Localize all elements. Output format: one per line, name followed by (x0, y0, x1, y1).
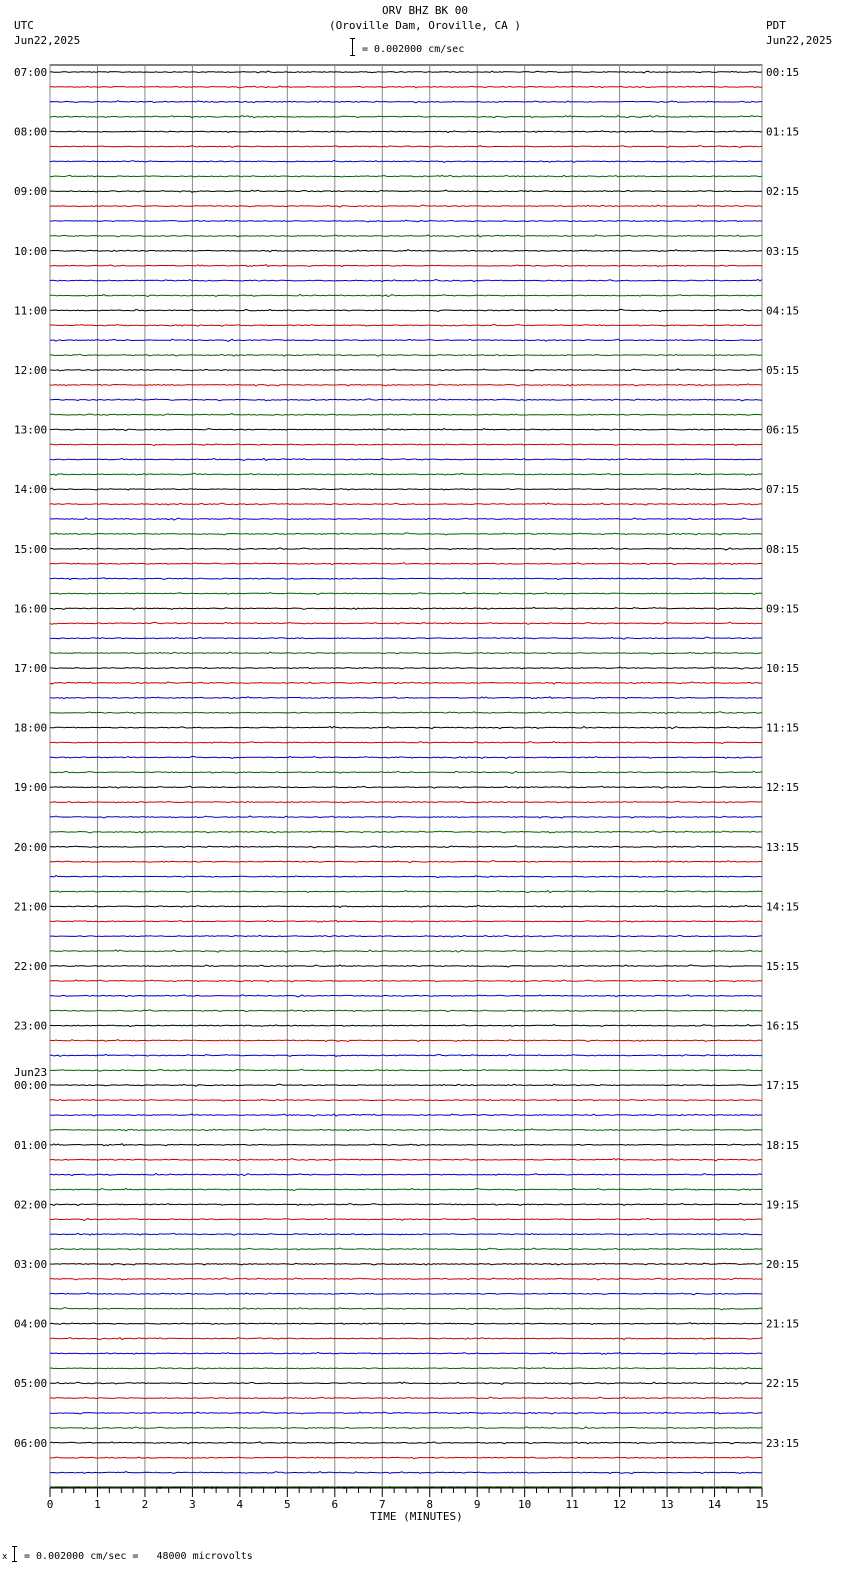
seismic-trace (50, 265, 762, 267)
seismic-trace (50, 1040, 762, 1042)
pdt-hour-label: 03:15 (766, 244, 800, 258)
pdt-hour-label: 11:15 (766, 721, 800, 735)
seismic-trace (50, 235, 762, 237)
seismic-trace (50, 771, 762, 773)
seismic-trace (50, 116, 762, 118)
pdt-hour-label: 12:15 (766, 781, 800, 795)
x-tick-label: 0 (46, 1498, 54, 1511)
seismic-trace (50, 1189, 762, 1191)
seismic-trace (50, 220, 762, 222)
pdt-hour-label: 02:15 (766, 185, 800, 199)
seismic-trace (50, 444, 762, 446)
scale-text: = 0.002000 cm/sec (362, 44, 465, 55)
time-axis (47, 1488, 769, 1511)
seismic-trace (50, 816, 762, 818)
seismic-trace (50, 1203, 762, 1205)
pdt-hour-label: 14:15 (766, 900, 800, 914)
pdt-hour-label: 07:15 (766, 483, 800, 497)
x-tick-label: 2 (141, 1498, 149, 1511)
seismic-trace (50, 1457, 762, 1459)
footer-prefix: x (2, 1552, 8, 1562)
x-tick-label: 7 (378, 1498, 386, 1511)
seismic-trace (50, 1218, 762, 1220)
pdt-hour-label: 13:15 (766, 840, 800, 854)
seismic-trace (50, 1352, 762, 1354)
seismic-trace (50, 1397, 762, 1399)
utc-hour-label: 06:00 (14, 1436, 48, 1450)
seismic-trace (50, 101, 762, 103)
seismic-trace (50, 503, 762, 505)
left-date: Jun22,2025 (14, 34, 81, 47)
seismic-trace (50, 727, 762, 729)
seismic-trace (50, 324, 762, 326)
pdt-hour-label: 08:15 (766, 542, 800, 556)
seismic-trace (50, 1159, 762, 1161)
seismic-trace (50, 294, 762, 296)
utc-hour-label: 12:00 (14, 364, 48, 377)
seismic-trace (50, 205, 762, 207)
utc-hour-label: 10:00 (14, 244, 48, 258)
seismic-trace (50, 1442, 762, 1444)
x-tick-label: 15 (755, 1498, 769, 1511)
pdt-hour-label: 10:15 (766, 662, 800, 675)
seismic-trace (50, 473, 762, 475)
seismic-trace (50, 1412, 762, 1414)
seismic-trace (50, 682, 762, 684)
utc-hour-label: 03:00 (14, 1258, 48, 1271)
seismic-trace (50, 876, 762, 878)
seismic-trace (50, 846, 762, 848)
x-tick-label: 11 (565, 1498, 579, 1511)
utc-hour-label: 00:00 (14, 1079, 48, 1093)
seismic-trace (50, 160, 762, 162)
seismic-trace (50, 607, 762, 609)
seismic-trace (50, 935, 762, 937)
seismic-trace (50, 369, 762, 371)
seismic-trace (50, 1308, 762, 1310)
utc-hour-label: 18:00 (14, 721, 48, 735)
pdt-hour-label: 16:15 (766, 1019, 800, 1033)
x-tick-label: 10 (518, 1498, 532, 1511)
seismic-trace (50, 920, 762, 922)
pdt-hour-label: 19:15 (766, 1198, 800, 1212)
utc-hour-label: 05:00 (14, 1377, 48, 1391)
utc-hour-label: 17:00 (14, 662, 48, 675)
seismic-trace (50, 414, 762, 416)
seismic-trace (50, 950, 762, 952)
pdt-hour-label: 05:15 (766, 364, 800, 377)
pdt-hour-label: 15:15 (766, 960, 800, 973)
seismic-trace (50, 1025, 762, 1027)
seismic-trace (50, 1293, 762, 1295)
seismic-trace (50, 1367, 762, 1369)
seismic-trace (50, 742, 762, 744)
seismic-trace (50, 250, 762, 252)
utc-hour-label: 01:00 (14, 1138, 48, 1152)
seismic-trace (50, 1129, 762, 1131)
seismic-trace (50, 563, 762, 565)
pdt-hour-label: 23:15 (766, 1436, 800, 1450)
seismic-trace (50, 71, 762, 73)
seismic-trace (50, 146, 762, 148)
utc-hour-label: 15:00 (14, 542, 48, 556)
seismic-trace (50, 175, 762, 177)
x-tick-label: 3 (189, 1498, 196, 1511)
seismic-trace (50, 667, 762, 669)
seismic-trace (50, 861, 762, 863)
trace-lines (50, 71, 762, 1489)
seismic-trace (50, 1054, 762, 1056)
utc-hour-label: 13:00 (14, 423, 48, 437)
utc-hour-label: 09:00 (14, 185, 48, 199)
seismic-trace (50, 548, 762, 550)
pdt-hour-label: 09:15 (766, 602, 800, 616)
utc-hour-label: 04:00 (14, 1317, 48, 1331)
pdt-hour-label: 20:15 (766, 1258, 800, 1271)
seismic-trace (50, 786, 762, 788)
utc-hour-label: 07:00 (14, 66, 48, 79)
utc-hour-label: 21:00 (14, 900, 48, 914)
x-tick-label: 14 (707, 1498, 722, 1511)
x-axis-label: TIME (MINUTES) (370, 1510, 463, 1523)
seismic-trace (50, 518, 762, 520)
seismic-trace (50, 190, 762, 192)
seismic-trace (50, 458, 762, 460)
seismic-trace (50, 622, 762, 624)
seismic-trace (50, 131, 762, 133)
seismic-trace (50, 801, 762, 803)
seismic-trace (50, 384, 762, 386)
seismic-trace (50, 637, 762, 639)
seismic-trace (50, 697, 762, 699)
seismic-trace (50, 1278, 762, 1280)
seismic-trace (50, 1263, 762, 1265)
utc-hour-label: 20:00 (14, 840, 48, 854)
pdt-hour-label: 00:15 (766, 66, 800, 79)
x-tick-label: 5 (284, 1498, 291, 1511)
utc-hour-label: 02:00 (14, 1198, 48, 1212)
seismic-trace (50, 1427, 762, 1429)
utc-hour-label: 08:00 (14, 125, 48, 139)
x-tick-label: 1 (94, 1498, 101, 1511)
seismic-trace (50, 399, 762, 401)
seismic-trace (50, 831, 762, 833)
utc-hour-label: 14:00 (14, 483, 48, 497)
seismic-trace (50, 756, 762, 758)
seismic-trace (50, 280, 762, 282)
pdt-hour-label: 21:15 (766, 1317, 800, 1331)
seismic-trace (50, 309, 762, 311)
seismic-trace (50, 652, 762, 654)
seismic-trace (50, 339, 762, 341)
x-tick-label: 9 (473, 1498, 481, 1511)
pdt-hour-label: 17:15 (766, 1079, 800, 1093)
seismic-trace (50, 578, 762, 580)
seismic-trace (50, 593, 762, 595)
pdt-hour-label: 01:15 (766, 125, 800, 139)
pdt-hour-label: 04:15 (766, 304, 800, 318)
seismic-trace (50, 1144, 762, 1146)
plot-frame (50, 65, 762, 1487)
seismic-trace (50, 533, 762, 535)
right-date: Jun22,2025 (766, 34, 833, 47)
x-tick-label: 6 (331, 1498, 339, 1511)
seismic-trace (50, 1010, 762, 1012)
utc-hour-label: 22:00 (14, 960, 48, 973)
station-title: ORV BHZ BK 00 (381, 4, 469, 17)
x-tick-label: 8 (426, 1498, 434, 1511)
x-tick-label: 4 (236, 1498, 244, 1511)
seismic-trace (50, 1337, 762, 1339)
utc-hour-label: 23:00 (14, 1019, 48, 1033)
footer-scale-icon (12, 1546, 17, 1562)
seismic-trace (50, 980, 762, 982)
x-tick-label: 13 (660, 1498, 674, 1511)
utc-hour-label: 19:00 (14, 781, 48, 795)
pdt-hour-label: 22:15 (766, 1377, 800, 1391)
utc-hour-label: 11:00 (14, 304, 48, 318)
date-change-label: Jun23 (14, 1066, 48, 1080)
seismic-trace (50, 1084, 762, 1086)
seismic-trace (50, 1099, 762, 1101)
seismic-trace (50, 488, 762, 490)
seismic-trace (50, 712, 762, 714)
seismic-trace (50, 86, 762, 88)
pdt-hour-label: 18:15 (766, 1138, 800, 1152)
seismic-trace (50, 965, 762, 967)
seismic-trace (50, 429, 762, 431)
seismic-trace (50, 1174, 762, 1176)
seismic-trace (50, 354, 762, 356)
seismic-trace (50, 905, 762, 907)
time-grid (50, 65, 762, 1487)
footer-scale-text: = 0.002000 cm/sec = 48000 microvolts (24, 1551, 253, 1562)
right-timezone: PDT (766, 19, 786, 32)
station-location: (Oroville Dam, Oroville, CA ) (328, 19, 522, 32)
seismic-trace (50, 1233, 762, 1235)
x-tick-label: 12 (612, 1498, 627, 1511)
seismic-trace (50, 891, 762, 893)
seismic-trace (50, 1069, 762, 1071)
seismic-trace (50, 1323, 762, 1325)
pdt-hour-label: 06:15 (766, 423, 800, 437)
seismic-trace (50, 1248, 762, 1250)
seismic-trace (50, 1472, 762, 1474)
utc-hour-label: 16:00 (14, 602, 48, 616)
seismic-trace (50, 1382, 762, 1384)
seismic-trace (50, 995, 762, 997)
left-timezone: UTC (14, 19, 34, 32)
seismic-trace (50, 1114, 762, 1116)
